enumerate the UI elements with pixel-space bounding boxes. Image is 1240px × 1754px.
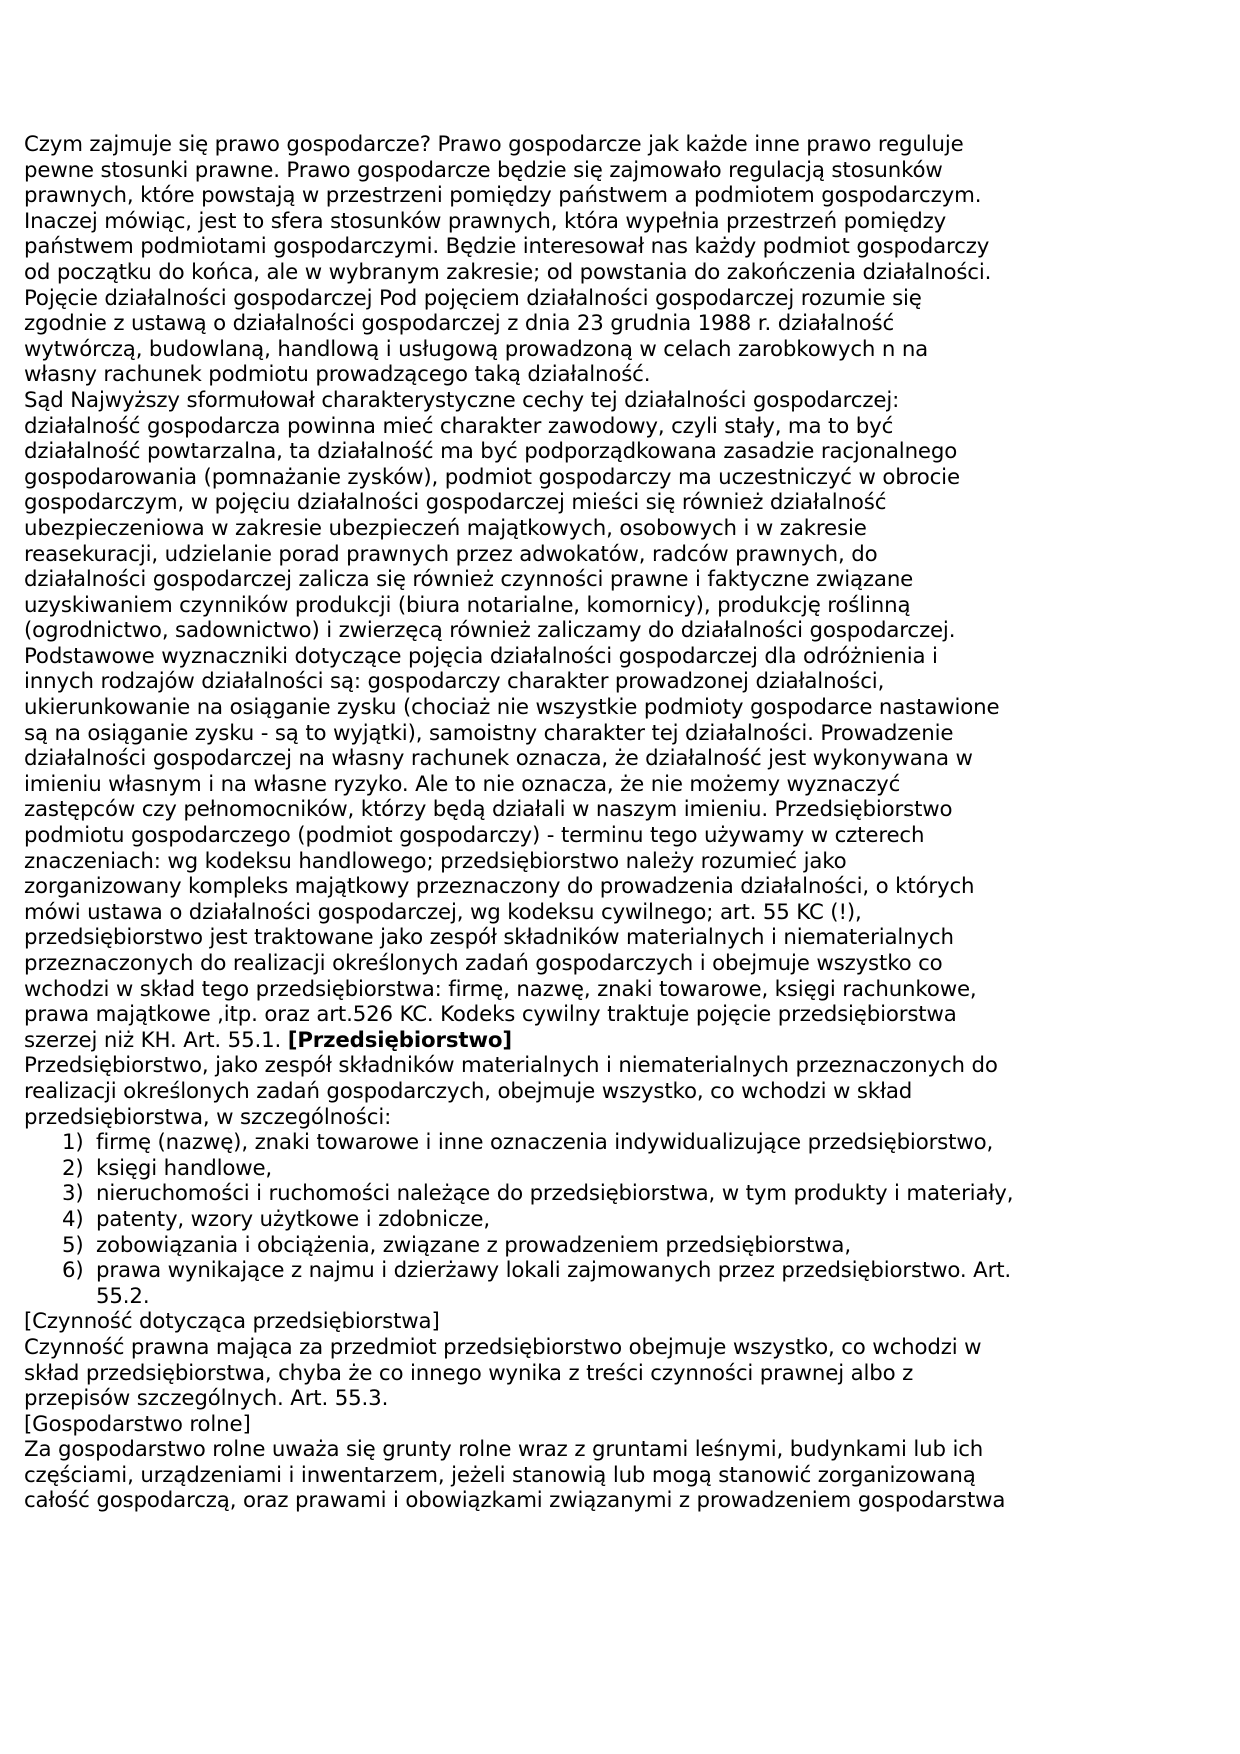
text-line: znaczeniach: wg kodeksu handlowego; przedsiębiorstwo należy rozumieć jako: [24, 848, 847, 874]
text-line: prawnych, które powstają w przestrzeni pomiędzy państwem a podmiotem gospodarczym.: [24, 183, 982, 209]
text-line: zastępców czy pełnomocników, którzy będą działali w naszym imieniu. Przedsiębiorstwo: [24, 797, 953, 823]
list-item-number: 3): [62, 1181, 84, 1207]
text-line: mówi ustawa o działalności gospodarczej, wg kodeksu cywilnego; art. 55 KC (!),: [24, 899, 862, 925]
text-line: imieniu własnym i na własne ryzyko. Ale to nie oznacza, że nie możemy wyznaczyć: [24, 771, 901, 797]
text-line: częściami, urządzeniami i inwentarzem, jeżeli stanowią lub mogą stanowić zorganizowaną: [24, 1462, 976, 1488]
text-line: działalności gospodarczej na własny rachunek oznacza, że działalność jest wykonywana w: [24, 746, 973, 772]
article-55-1-line: [24, 1028, 1224, 1054]
text-line: pewne stosunki prawne. Prawo gospodarcze będzie się zajmowało regulacją stosunków: [24, 157, 943, 183]
text-line: od początku do końca, ale w wybranym zakresie; od powstania do zakończenia działalności.: [24, 259, 992, 285]
list-item-text: nieruchomości i ruchomości należące do przedsiębiorstwa, w tym produkty i materiały,: [96, 1181, 1014, 1207]
text-line: Przedsiębiorstwo, jako zespół składników materialnych i niematerialnych przeznaczonych do: [24, 1053, 998, 1079]
list-item-number: 2): [62, 1155, 84, 1181]
text-line: podmiotu gospodarczego (podmiot gospodarczy) - terminu tego używamy w czterech: [24, 823, 925, 849]
text-line: Za gospodarstwo rolne uważa się grunty rolne wraz z gruntami leśnymi, budynkami lub ich: [24, 1437, 984, 1463]
enumerated-list: [24, 1130, 1224, 1284]
text-line: [Czynność dotycząca przedsiębiorstwa]: [24, 1309, 440, 1335]
list-item: [24, 1207, 1224, 1233]
list-item: [24, 1181, 1224, 1207]
list-item-number: 1): [62, 1130, 84, 1156]
text-line: wchodzi w skład tego przedsiębiorstwa: firmę, nazwę, znaki towarowe, księgi rachunkowe,: [24, 976, 977, 1002]
text-line: realizacji określonych zadań gospodarczych, obejmuje wszystko, co wchodzi w skład: [24, 1078, 913, 1104]
text-line: uzyskiwaniem czynników produkcji (biura notarialne, komornicy), produkcję roślinną: [24, 592, 911, 618]
text-line: przedsiębiorstwo jest traktowane jako zespół składników materialnych i niematerialnych: [24, 925, 954, 951]
list-item: [24, 1258, 1224, 1284]
text-line: reasekuracji, udzielanie porad prawnych przez adwokatów, radców prawnych, do: [24, 541, 878, 567]
list-item: [24, 1130, 1224, 1156]
text-line: działalność powtarzalna, ta działalność ma być podporządkowana zasadzie racjonalnego: [24, 439, 958, 465]
text-line: przeznaczonych do realizacji określonych zadań gospodarczych i obejmuje wszystko co: [24, 951, 943, 976]
text-line: działalność gospodarcza powinna mieć charakter zawodowy, czyli stały, ma to być: [24, 413, 894, 439]
article-prefix: szerzej niż KH. Art. 55.1.: [24, 1027, 288, 1053]
list-item-number: 4): [62, 1206, 84, 1232]
article-body-text: [24, 1053, 1224, 1130]
text-line: Sąd Najwyższy sformułował charakterystyczne cechy tej działalności gospodarczej:: [24, 387, 900, 413]
text-line: przedsiębiorstwa, w szczególności:: [24, 1104, 392, 1130]
text-line: Pojęcie działalności gospodarczej Pod pojęciem działalności gospodarczej rozumie się: [24, 285, 922, 311]
intro-text: [24, 132, 1224, 1028]
list-item-text: firmę (nazwę), znaki towarowe i inne oznaczenia indywidualizujące przedsiębiorstwo,: [96, 1130, 994, 1156]
text-line: ubezpieczeniowa w zakresie ubezpieczeń majątkowych, osobowych i w zakresie: [24, 515, 867, 541]
text-line: wytwórczą, budowlaną, handlową i usługową prowadzoną w celach zarobkowych n na: [24, 336, 929, 362]
text-line: Czynność prawna mająca za przedmiot przedsiębiorstwo obejmuje wszystko, co wchodzi w: [24, 1334, 982, 1360]
list-item: [24, 1233, 1224, 1259]
list-continuation: 55.2.: [96, 1283, 150, 1309]
list-item-text: prawa wynikające z najmu i dzierżawy lokali zajmowanych przez przedsiębiorstwo. Art.: [96, 1258, 1012, 1284]
text-line: skład przedsiębiorstwa, chyba że co innego wynika z treści czynności prawnej albo z: [24, 1360, 914, 1386]
list-item-text: patenty, wzory użytkowe i zdobnicze,: [96, 1206, 490, 1232]
text-line: (ogrodnictwo, sadownictwo) i zwierzęcą również zaliczamy do działalności gospodarczej.: [24, 618, 956, 644]
text-line: zorganizowany kompleks majątkowy przeznaczony do prowadzenia działalności, o których: [24, 874, 975, 900]
text-line: Czym zajmuje się prawo gospodarcze? Prawo gospodarcze jak każde inne prawo reguluje: [24, 132, 964, 157]
text-line: całość gospodarczą, oraz prawami i obowiązkami związanymi z prowadzeniem gospodarstwa: [24, 1488, 1006, 1514]
closing-text: [24, 1309, 1224, 1514]
article-heading-przedsiebiorstwo: [Przedsiębiorstwo]: [287, 1027, 512, 1053]
text-line: zgodnie z ustawą o działalności gospodarczej z dnia 23 grudnia 1988 r. działalność: [24, 311, 895, 337]
text-line: gospodarowania (pomnażanie zysków), podmiot gospodarczy ma uczestniczyć w obrocie: [24, 464, 960, 490]
list-item-number: 6): [62, 1258, 84, 1284]
document-page: [24, 132, 1224, 1514]
text-line: Inaczej mówiąc, jest to sfera stosunków prawnych, która wypełnia przestrzeń pomiędzy: [24, 208, 947, 234]
text-line: działalności gospodarczej zalicza się również czynności prawne i faktyczne związane: [24, 567, 914, 593]
list-item-number: 5): [62, 1232, 84, 1258]
text-line: gospodarczym, w pojęciu działalności gospodarczej mieści się również działalność: [24, 490, 887, 516]
text-line: [Gospodarstwo rolne]: [24, 1411, 251, 1437]
text-line: państwem podmiotami gospodarczymi. Będzie interesował nas każdy podmiot gospodarczy: [24, 234, 990, 260]
text-line: ukierunkowanie na osiąganie zysku (chociaż nie wszystkie podmioty gospodarce nastawione: [24, 695, 1000, 721]
text-line: prawa majątkowe ,itp. oraz art.526 KC. Kodeks cywilny traktuje pojęcie przedsiębiorstwa: [24, 1002, 957, 1028]
text-line: Podstawowe wyznaczniki dotyczące pojęcia działalności gospodarczej dla odróżnienia i: [24, 643, 938, 669]
list-item-text: zobowiązania i obciążenia, związane z prowadzeniem przedsiębiorstwa,: [96, 1232, 851, 1258]
list-item-text: księgi handlowe,: [96, 1155, 273, 1181]
text-line: innych rodzajów działalności są: gospodarczy charakter prowadzonej działalności,: [24, 669, 885, 695]
text-line: są na osiąganie zysku - są to wyjątki), samoistny charakter tej działalności. Prowadzenie: [24, 720, 954, 746]
text-line: przepisów szczególnych. Art. 55.3.: [24, 1386, 389, 1412]
list-item: [24, 1156, 1224, 1182]
text-line: własny rachunek podmiotu prowadzącego taką działalność.: [24, 362, 651, 388]
